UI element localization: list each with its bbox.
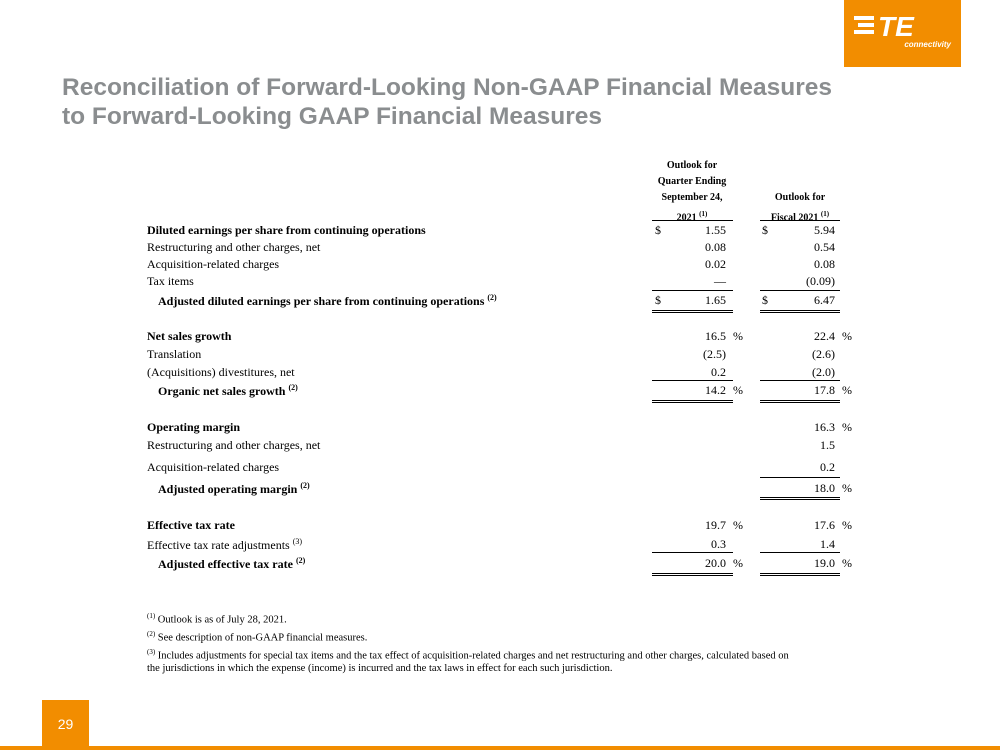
table-row: Acquisition-related charges 0.2 xyxy=(147,460,835,474)
total-double-line xyxy=(760,497,840,500)
table-row: Tax items — (0.09) xyxy=(147,274,835,288)
table-row: Operating margin 16.3 % xyxy=(147,420,852,434)
subtotal-line xyxy=(760,380,840,381)
table-row: Effective tax rate adjustments $^{(3)}$ 0.3 1.4 xyxy=(147,537,835,552)
subtotal-line xyxy=(760,290,840,291)
total-double-line xyxy=(760,573,840,576)
table-row: Translation (2.5) (2.6) xyxy=(147,347,835,361)
logo-tagline: connectivity xyxy=(904,40,951,49)
table-row-total: Adjusted operating margin $^{(2)}$ 18.0 % xyxy=(158,481,852,496)
table-row: Net sales growth 16.5 % 22.4 % xyxy=(147,329,852,343)
total-double-line xyxy=(652,400,733,403)
total-double-line xyxy=(760,400,840,403)
table-row: Restructuring and other charges, net 1.5 xyxy=(147,438,835,452)
footnote-1: $^{(1)}$ Outlook is as of July 28, 2021. xyxy=(147,612,287,626)
page-title xyxy=(62,73,832,131)
table-row-total: Adjusted diluted earnings per share from continuing operations $^{(2)}$ $ 1.65 $ 6.47 xyxy=(158,293,835,308)
column-header-fiscal: Outlook for Fiscal 2021 $^{(1)}$ xyxy=(770,192,830,224)
table-row: Effective tax rate 19.7 % 17.6 % xyxy=(147,518,852,532)
total-double-line xyxy=(652,573,733,576)
total-double-line xyxy=(652,310,733,313)
title-line-2: to Forward-Looking GAAP Financial Measures xyxy=(62,103,602,130)
footnote-3-continued: the jurisdictions in which the expense (income) is incurred and the tax laws in effect for each such jurisdiction. xyxy=(147,663,613,674)
footnote-2: $^{(2)}$ See description of non-GAAP financial measures. xyxy=(147,630,368,644)
header-underline-2 xyxy=(760,220,840,221)
bottom-accent-bar xyxy=(0,746,1000,750)
te-logo xyxy=(844,0,961,67)
header-underline-1 xyxy=(652,220,733,221)
subtotal-line xyxy=(760,477,840,478)
title-line-1: Reconciliation of Forward-Looking Non-GAAP Financial Measures xyxy=(62,74,833,101)
subtotal-line xyxy=(652,380,733,381)
table-row: Diluted earnings per share from continuing operations $ 1.55 $ 5.94 xyxy=(147,223,835,237)
table-row: Restructuring and other charges, net 0.08 0.54 xyxy=(147,240,835,254)
te-logo-icon xyxy=(854,10,951,40)
table-row-total: Organic net sales growth $^{(2)}$ 14.2 % 17.8 % xyxy=(158,383,852,398)
footnote-3: $^{(3)}$ Includes adjustments for special tax items and the tax effect of acquisition-related charges and net restructuring and other charges, calculated based on xyxy=(147,648,789,662)
table-row-total: Adjusted effective tax rate $^{(2)}$ 20.0 % 19.0 % xyxy=(158,556,852,571)
subtotal-line xyxy=(652,552,733,553)
subtotal-line xyxy=(760,552,840,553)
table-row: Acquisition-related charges 0.02 0.08 xyxy=(147,257,835,271)
subtotal-line xyxy=(652,290,733,291)
te-logo-name: TE xyxy=(878,11,914,40)
page-number: 29 xyxy=(42,700,89,748)
table-row: (Acquisitions) divestitures, net 0.2 (2.0) xyxy=(147,365,835,379)
total-double-line xyxy=(760,310,840,313)
column-header-quarter: Outlook for Quarter Ending September 24, 2021 $^{(1)}$ xyxy=(657,160,727,224)
